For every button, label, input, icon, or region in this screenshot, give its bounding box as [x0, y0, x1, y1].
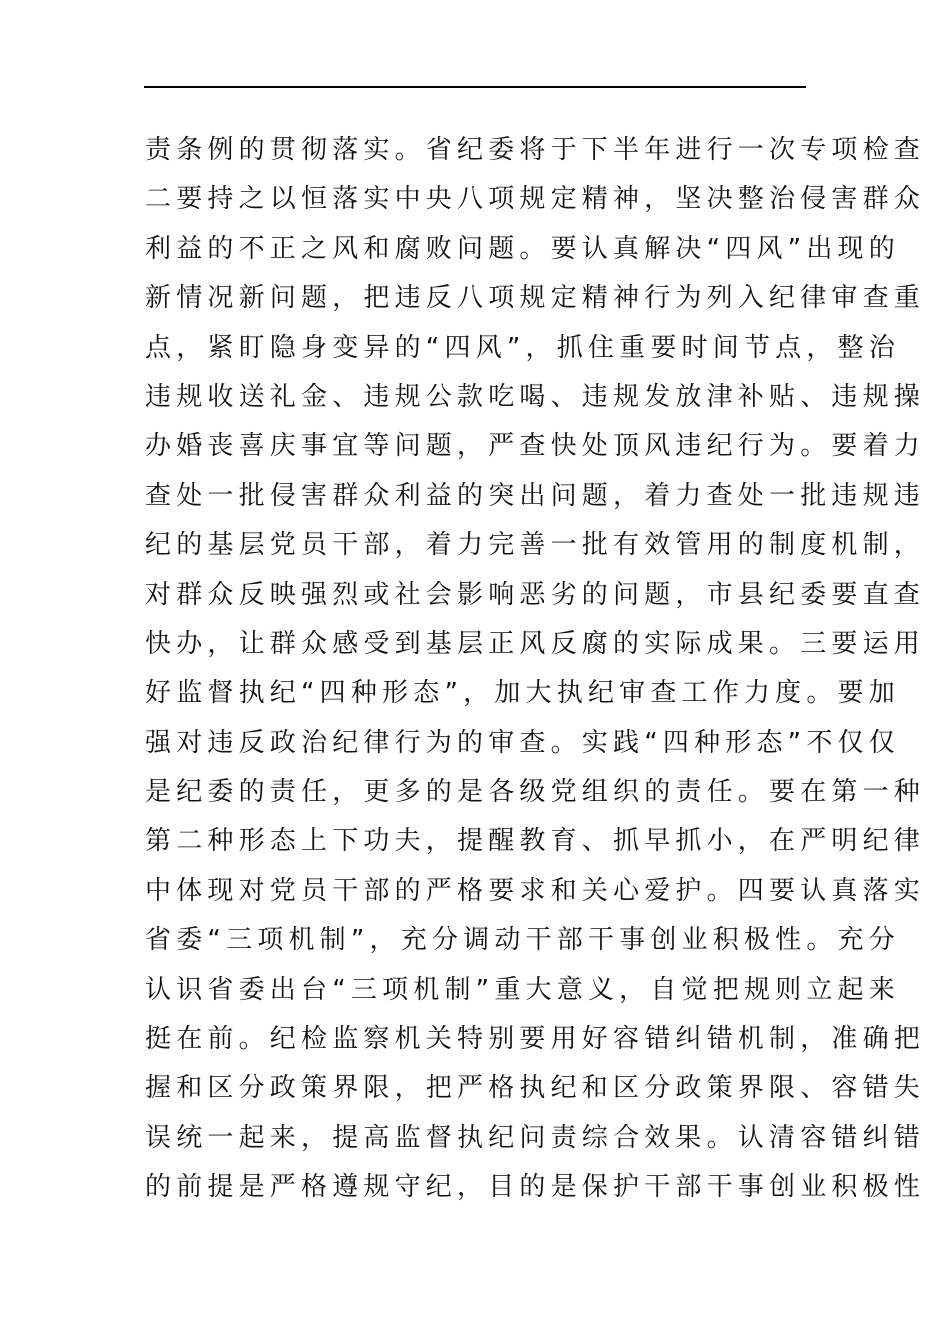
text-line: 中体现对党员干部的严格要求和关心爱护。四要认真落实: [145, 875, 926, 906]
body-text: [145, 126, 926, 1213]
text-line: 误统一起来，提高监督执纪问责综合效果。认清容错纠错: [145, 1122, 926, 1153]
text-line: 的前提是严格遵规守纪，目的是保护干部干事创业积极性: [145, 1172, 926, 1203]
text-line: 新情况新问题，把违反八项规定精神行为列入纪律审查重: [145, 283, 926, 314]
text-line: 挺在前。纪检监察机关特别要用好容错纠错机制，准确把: [145, 1024, 926, 1055]
text-line: 强对违反政治纪律行为的审查。实践“四种形态”不仅仅: [145, 727, 900, 758]
text-line: 责条例的贯彻落实。省纪委将于下半年进行一次专项检查: [145, 135, 926, 165]
text-line: 二要持之以恒落实中央八项规定精神，坚决整治侵害群众: [145, 184, 926, 215]
text-line: 好监督执纪“四种形态”，加大执纪审查工作力度。要加: [145, 678, 900, 709]
text-line: 查处一批侵害群众利益的突出问题，着力查处一批违规违: [145, 480, 926, 511]
text-line: 是纪委的责任，更多的是各级党组织的责任。要在第一种: [145, 777, 926, 808]
text-line: 纪的基层党员干部，着力完善一批有效管用的制度机制，: [145, 530, 926, 561]
text-line: 点，紧盯隐身变异的“四风”，抓住重要时间节点，整治: [145, 332, 900, 363]
text-line: 认识省委出台“三项机制”重大意义，自觉把规则立起来: [145, 974, 900, 1005]
text-line: 办婚丧喜庆事宜等问题，严查快处顶风违纪行为。要着力: [145, 431, 926, 462]
text-line: 对群众反映强烈或社会影响恶劣的问题，市县纪委要直查: [145, 579, 926, 610]
text-line: 违规收送礼金、违规公款吃喝、违规发放津补贴、违规操: [145, 381, 926, 412]
text-line: 快办，让群众感受到基层正风反腐的实际成果。三要运用: [145, 628, 926, 659]
header-rule: [144, 86, 806, 88]
text-line: 第二种形态上下功夫，提醒教育、抓早抓小，在严明纪律: [145, 826, 926, 857]
text-line: 利益的不正之风和腐败问题。要认真解决“四风”出现的: [145, 233, 900, 264]
text-line: 省委“三项机制”，充分调动干部干事创业积极性。充分: [145, 925, 900, 956]
text-line: 握和区分政策界限，把严格执纪和区分政策界限、容错失: [145, 1073, 926, 1104]
